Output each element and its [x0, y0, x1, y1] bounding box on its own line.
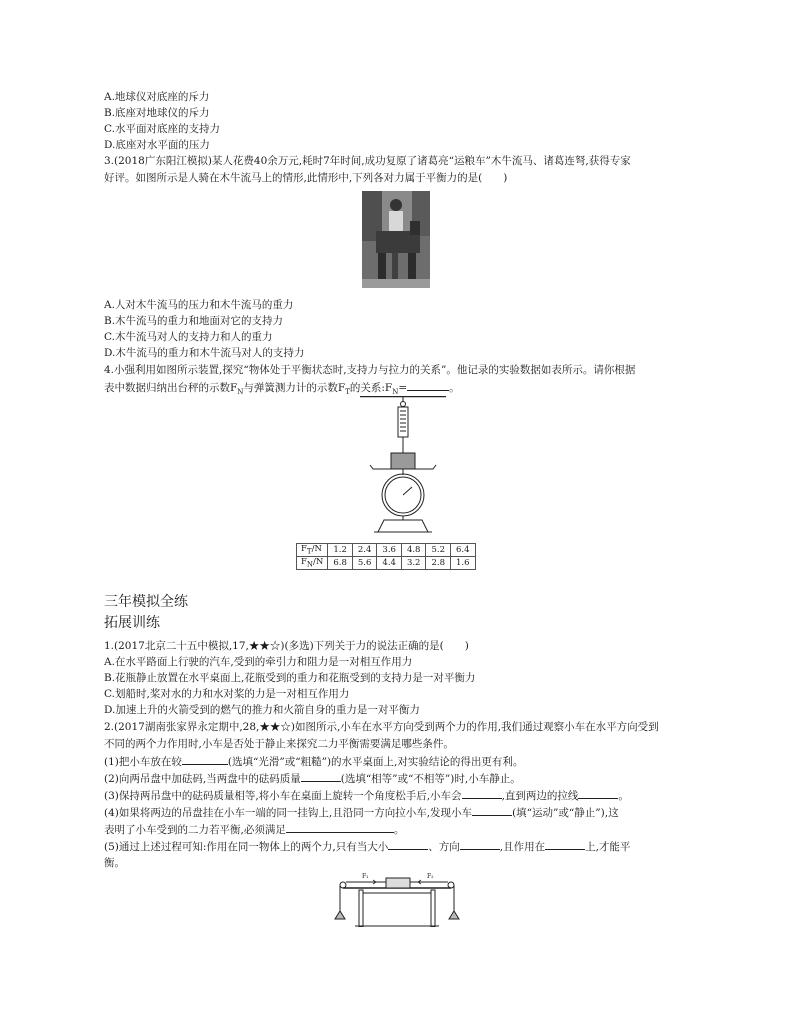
- table-row-label: $F_N/N$: [297, 557, 328, 570]
- e1-option-c: C.划船时,桨对水的力和水对桨的力是一对相互作用力: [104, 688, 350, 700]
- table-cell: 5.2: [426, 544, 451, 557]
- table-cell: 6.4: [451, 544, 476, 557]
- subscript: T: [345, 388, 350, 397]
- option-prev-c: C.水平面对底座的支持力: [104, 123, 220, 135]
- e2-text: (5)通过上述过程可知:作用在同一物体上的两个力,只有当大小: [104, 841, 389, 853]
- q3-option-c: C.木牛流马对人的支持力和人的重力: [104, 331, 273, 343]
- answer-blank[interactable]: [460, 839, 500, 850]
- q3-stem-line1: 3.(2018广东阳江模拟)某人花费40余万元,耗时7年时间,成功复原了诸葛亮“运粮车”木牛流马、诸葛连弩,获得专家: [104, 155, 631, 167]
- table-row: [297, 544, 476, 557]
- e1-option-b: B.花瓶静止放置在水平桌面上,花瓶受到的重力和花瓶受到的支持力是一对平衡力: [104, 672, 476, 684]
- e2-text: 表明了小车受到的二力若平衡,必须满足: [104, 824, 286, 836]
- e1-stem: 1.(2017北京二十五中模拟,17,★★☆)(多选)下列关于力的说法正确的是( ): [104, 640, 469, 652]
- q3-option-a: A.人对木牛流马的压力和木牛流马的重力: [104, 299, 294, 311]
- e2-text: (填“运动”或“静止”),这: [512, 807, 619, 819]
- table-row-label: $F_T/N$: [297, 544, 328, 557]
- answer-blank[interactable]: [462, 788, 502, 799]
- e2-text: 、方向: [428, 841, 460, 853]
- subscript: N: [237, 388, 244, 397]
- e2-text: 。: [618, 790, 629, 802]
- answer-blank[interactable]: [301, 771, 341, 782]
- section-title: 三年模拟全练: [104, 594, 188, 610]
- table-cell: 3.6: [377, 544, 402, 557]
- e2-part-1: [104, 754, 523, 769]
- answer-blank[interactable]: [472, 805, 512, 816]
- e2-text: 上,才能平: [585, 841, 631, 853]
- e2-part-5: [104, 839, 630, 854]
- q4-text: =: [398, 382, 408, 394]
- q4-text: 的关系:F: [349, 382, 393, 394]
- cart-two-force-figure: [329, 871, 465, 927]
- answer-blank[interactable]: [388, 839, 428, 850]
- answer-blank[interactable]: [182, 754, 228, 765]
- e2-text: ,直到两边的拉线: [501, 790, 579, 802]
- force-label-f2: F₂: [427, 873, 434, 880]
- table-cell: 2.8: [426, 557, 451, 570]
- e2-stem-line2: 不同的两个力作用时,小车是否处于静止来探究二力平衡需要满足哪些条件。: [104, 738, 454, 750]
- e2-part-5-cont: 衡。: [104, 857, 125, 869]
- q3-stem-line2: 好评。如图所示是人骑在木牛流马上的情形,此情形中,下列各对力属于平衡力的是( ): [104, 172, 508, 184]
- e1-option-d: D.加速上升的火箭受到的燃气的推力和火箭自身的重力是一对平衡力: [104, 704, 420, 716]
- option-prev-a: A.地球仪对底座的斥力: [104, 91, 210, 103]
- wooden-ox-photo: [362, 191, 430, 288]
- option-prev-d: D.底座对水平面的压力: [104, 139, 210, 151]
- e2-text: (2)向两吊盘中加砝码,当两盘中的砝码质量: [104, 773, 301, 785]
- answer-blank[interactable]: [545, 839, 585, 850]
- table-cell: 2.4: [352, 544, 377, 557]
- table-cell: 4.4: [377, 557, 402, 570]
- e2-part-4: [104, 805, 619, 820]
- answer-blank[interactable]: [578, 788, 618, 799]
- q4-text: 。: [449, 382, 460, 394]
- force-label-f1: F₁: [362, 873, 369, 880]
- q4-stem-line1: 4.小强利用如图所示装置,探究“物体处于平衡状态时,支持力与拉力的关系”。他记录的实验数据如表所示。请你根据: [104, 364, 636, 376]
- table-cell: 1.2: [328, 544, 353, 557]
- e2-text: (4)如果将两边的吊盘挂在小车一端的同一挂钩上,且沿同一方向拉小车,发现小车: [104, 807, 473, 819]
- table-row: [297, 557, 476, 570]
- e2-text: (1)把小车放在较: [104, 756, 182, 768]
- e2-part-2: [104, 771, 521, 786]
- e2-text: (3)保持两吊盘中的砝码质量相等,将小车在桌面上旋转一个角度松手后,小车会: [104, 790, 462, 802]
- table-cell: 5.6: [352, 557, 377, 570]
- e2-part-4-cont: [104, 822, 404, 837]
- e2-text: ,且作用在: [499, 841, 546, 853]
- table-cell: 1.6: [451, 557, 476, 570]
- spring-scale-apparatus-figure: [360, 396, 446, 537]
- answer-blank[interactable]: [286, 822, 394, 833]
- q4-text: 表中数据归纳出台秤的示数F: [104, 382, 238, 394]
- e1-option-a: A.在水平路面上行驶的汽车,受到的牵引力和阻力是一对相互作用力: [104, 656, 413, 668]
- q3-option-b: B.木牛流马的重力和地面对它的支持力: [104, 315, 284, 327]
- table-cell: 6.8: [328, 557, 353, 570]
- q4-data-table: [296, 543, 476, 570]
- q3-option-d: D.木牛流马的重力和木牛流马对人的支持力: [104, 347, 305, 359]
- q4-text: 与弹簧测力计的示数F: [243, 382, 346, 394]
- option-prev-b: B.底座对地球仪的斥力: [104, 107, 210, 119]
- subsection-title: 拓展训练: [104, 615, 160, 631]
- table-cell: 3.2: [401, 557, 426, 570]
- e2-text: (选填“光滑”或“粗糙”)的水平桌面上,对实验结论的得出更有利。: [227, 756, 524, 768]
- e2-text: (选填“相等”或“不相等”)时,小车静止。: [340, 773, 521, 785]
- e2-text: 。: [393, 824, 405, 836]
- answer-blank[interactable]: [407, 380, 449, 391]
- e2-part-3: [104, 788, 629, 803]
- subscript: N: [392, 388, 399, 397]
- table-cell: 4.8: [401, 544, 426, 557]
- e2-stem-line1: 2.(2017湖南张家界永定期中,28,★★☆)如图所示,小车在水平方向受到两个力的作用,我们通过观察小车在水平方向受到: [104, 721, 659, 733]
